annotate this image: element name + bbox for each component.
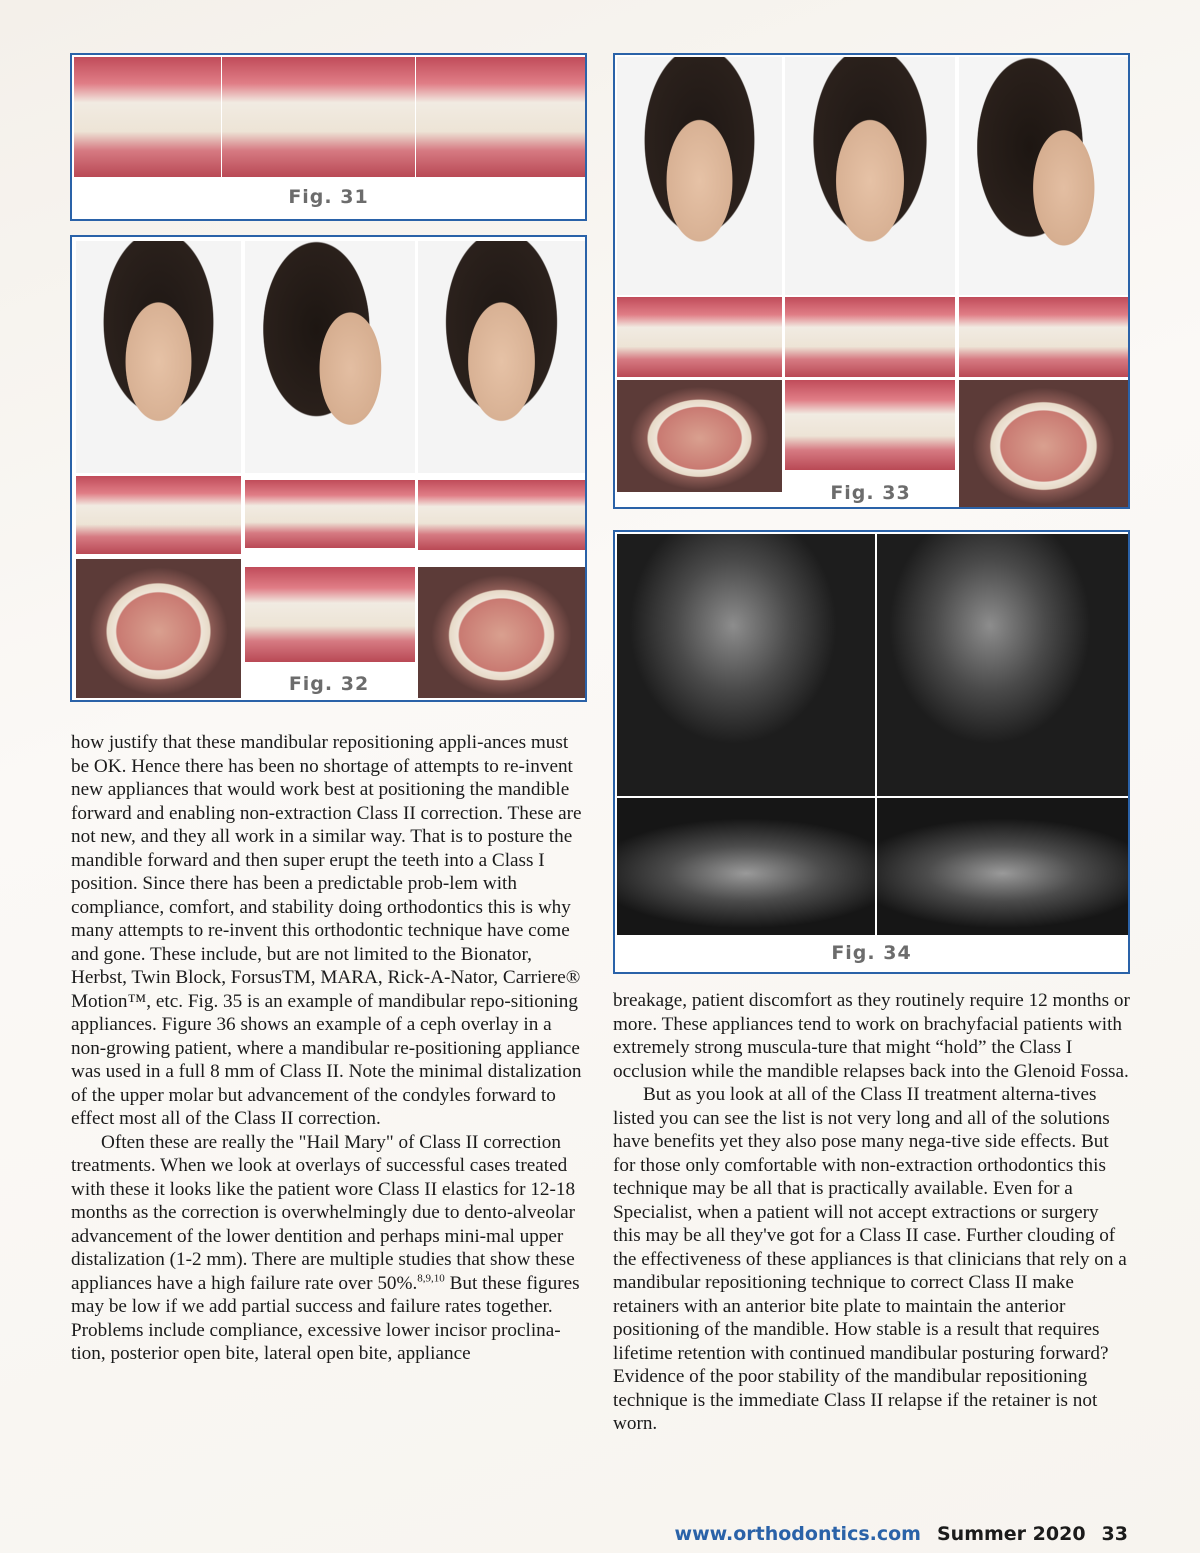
page-number: 33 — [1101, 1523, 1128, 1545]
intraoral-photo-left — [416, 57, 585, 177]
upper-occlusal-photo — [617, 380, 782, 492]
panoramic-xray-after — [877, 798, 1128, 935]
figure-34-caption: Fig. 34 — [831, 942, 912, 964]
lower-occlusal-photo — [418, 567, 585, 698]
footer-url-link[interactable]: www.orthodontics.com — [674, 1523, 921, 1545]
page-footer — [0, 1523, 1128, 1545]
right-paragraph-1: breakage, patient discomfort as they routinely require 12 months or more. These appliances tend to work on brachyfacial patients with extremely strong muscula-ture that might “hold” the Class I occlusion while the mandible relapses back into the Glenoid Fossa. — [613, 990, 1130, 1082]
intraoral-photo-right — [76, 476, 241, 554]
panoramic-xray-before — [617, 798, 875, 935]
right-paragraph-2: But as you look at all of the Class II treatment alterna-tives listed you can see the list is not very long and all of the solutions have benefits yet they also pose many nega-tive side effects. But for those only comfortable with non-extraction orthodontics this technique may be all that is practically available. Even for a Specialist, when a patient will not accept extractions or surgery this may be all they've got for a Class II case. Further clouding of the effectiveness of these appliances is that clinicians that rely on a mandibular repositioning technique to correct Class II make retainers with an anterior bite plate to maintain the anterior positioning of the mandible. How stable is a result that requires lifetime retention with continued mandibular posturing forward? Evidence of the poor stability of the mandibular repositioning technique is the immediate Class II relapse if the retainer is not worn. — [613, 1084, 1127, 1434]
open-bite-photo — [245, 567, 415, 662]
upper-occlusal-photo — [76, 559, 241, 698]
intraoral-photo-left — [418, 480, 585, 550]
figure-34 — [613, 530, 1130, 974]
figure-32 — [70, 235, 587, 702]
intraoral-photo-right — [74, 57, 221, 177]
cephalometric-xray-before — [617, 534, 875, 796]
reference-superscript: 8,9,10 — [417, 1272, 445, 1285]
facial-photo-smile — [418, 241, 585, 473]
left-text-column — [71, 731, 588, 1366]
figure-32-caption: Fig. 32 — [288, 673, 370, 695]
intraoral-photo-front — [785, 297, 955, 377]
left-paragraph-2-continued: But these figures may be low if we add partial success and failure rates together. Problems include compliance, excessive lower incisor proclina-tion, posterior open bite, lateral open bite, appliance — [71, 1272, 580, 1364]
intraoral-photo-left — [959, 297, 1128, 377]
left-paragraph-2-text: Often these are really the "Hail Mary" of Class II correction treatments. When we look at overlays of successful cases treated with these it looks like the patient wore Class II elastics for 12-18 months as the correction is overwhelmingly due to dento-alveolar advancement of the lower dentition and perhaps mini-mal upper distalization (1-2 mm). There are multiple studies that show these appliances have a high failure rate over 50%. — [71, 1131, 576, 1294]
left-paragraph-2 — [71, 1131, 588, 1366]
facial-photo-smile — [785, 57, 955, 295]
cephalometric-xray-after — [877, 534, 1128, 796]
facial-photo-frontal — [76, 241, 241, 473]
facial-photo-profile — [959, 57, 1128, 295]
figure-33-caption: Fig. 33 — [830, 482, 911, 504]
figure-33 — [613, 53, 1130, 509]
lower-occlusal-photo — [959, 380, 1128, 507]
intraoral-photo-right — [617, 297, 782, 377]
facial-photo-frontal — [617, 57, 782, 295]
facial-photo-profile — [245, 241, 415, 473]
figure-31-caption: Fig. 31 — [288, 186, 369, 208]
intraoral-photo-front — [222, 57, 415, 177]
intraoral-photo-front-open — [785, 380, 955, 470]
intraoral-photo-front — [245, 480, 415, 548]
left-paragraph-1: how justify that these mandibular repositioning appli-ances must be OK. Hence there has been no shortage of attempts to re-invent new appliances that would work best at positioning the mandible forward and enabling non-extraction Class II correction. These are not new, and they all work in a similar way. That is to posture the mandible forward and then super erupt the teeth into a Class I position. Since there has been a predictable prob-lem with compliance, comfort, and stability doing orthodontics this is why many attempts to re-invent this orthodontic technique have come and gone. These include, but are not limited to the Bionator, Herbst, Twin Block, ForsusTM, MARA, Rick-A-Nator, Carriere® Motion™, etc. Fig. 35 is an example of mandibular repo-sitioning appliances. Figure 36 shows an example of a ceph overlay in a non-growing patient, where a mandibular re-positioning appliance was used in a full 8 mm of Class II. Note the minimal distalization of the upper molar but advancement of the condyles forward to effect most all of the Class II correction. — [71, 732, 582, 1129]
right-text-column — [613, 989, 1130, 1436]
figure-31 — [70, 53, 587, 221]
footer-issue: Summer 2020 — [936, 1523, 1086, 1545]
